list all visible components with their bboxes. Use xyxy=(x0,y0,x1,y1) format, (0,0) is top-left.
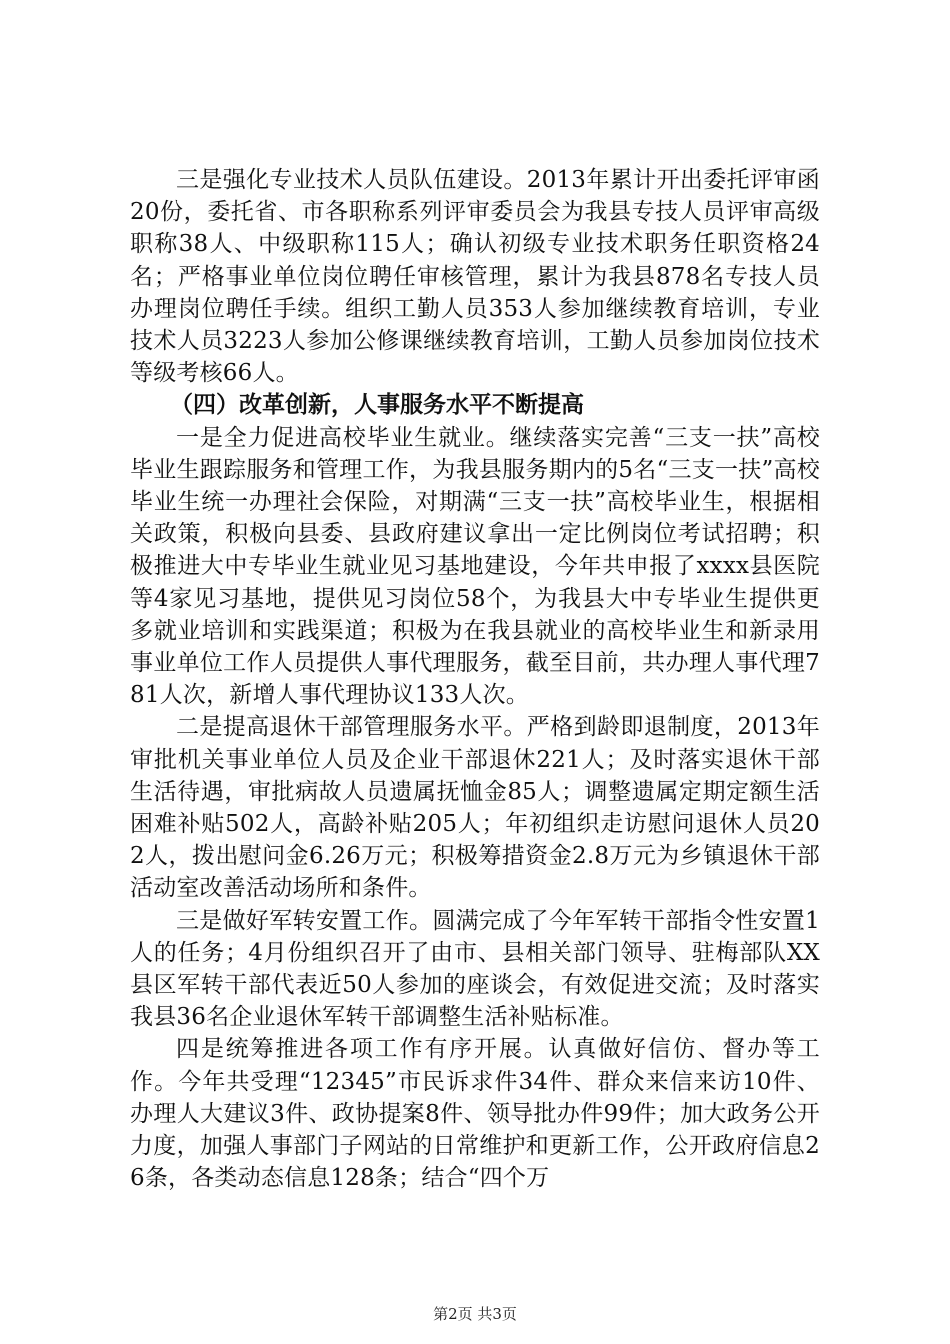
paragraph-military-transfer: 三是做好军转安置工作。圆满完成了今年军转干部指令性安置1人的任务；4月份组织召开了由市、县相关部门领导、驻梅部队XX县区军转干部代表近50人参加的座谈会，有效促进交流；及时落实我县36名企业退休军转干部调整生活补贴标准。 xyxy=(130,907,820,1031)
paragraph-technical-staff: 三是强化专业技术人员队伍建设。2013年累计开出委托评审函20份，委托省、市各职称系列评审委员会为我县专技人员评审高级职称38人、中级职称115人；确认初级专业技术职务任职资格24名；严格事业单位岗位聘任审核管理，累计为我县878名专技人员办理岗位聘任手续。组织工勤人员353人参加继续教育培训，专业技术人员3223人参加公修课继续教育培训，工勤人员参加岗位技术等级考核66人。 xyxy=(130,167,820,387)
paragraph-coordinated-work: 四是统筹推进各项工作有序开展。认真做好信仿、督办等工作。今年共受理“12345”市民诉求件34件、群众来信来访10件、办理人大建议3件、政协提案8件、领导批办件99件；加大政务公开力度，加强人事部门子网站的日常维护和更新工作，公开政府信息26条，各类动态信息128条；结合“四个万 xyxy=(130,1036,820,1192)
section-heading-reform: （四）改革创新，人事服务水平不断提高 xyxy=(170,392,584,419)
paragraph-graduate-employment: 一是全力促进高校毕业生就业。继续落实完善“三支一扶”高校毕业生跟踪服务和管理工作，为我县服务期内的5名“三支一扶”高校毕业生统一办理社会保险，对期满“三支一扶”高校毕业生，根据相关政策，积极向县委、县政府建议拿出一定比例岗位考试招聘；积极推进大中专毕业生就业见习基地建设，今年共申报了xxxx县医院等4家见习基地，提供见习岗位58个，为我县大中专毕业生提供更多就业培训和实践渠道；积极为在我县就业的高校毕业生和新录用事业单位工作人员提供人事代理服务，截至目前，共办理人事代理781人次，新增人事代理协议133人次。 xyxy=(130,424,820,709)
page-footer: 第2页 共3页 xyxy=(433,1305,517,1323)
paragraph-retired-cadres: 二是提高退休干部管理服务水平。严格到龄即退制度，2013年审批机关事业单位人员及企业干部退休221人；及时落实退休干部生活待遇，审批病故人员遗属抚恤金85人；调整遗属定期定额生活困难补贴502人，高龄补贴205人；年初组织走访慰问退休人员202人，拨出慰问金6.26万元；积极筹措资金2.8万元为乡镇退休干部活动室改善活动场所和条件。 xyxy=(130,714,820,902)
document-body xyxy=(130,164,820,1195)
